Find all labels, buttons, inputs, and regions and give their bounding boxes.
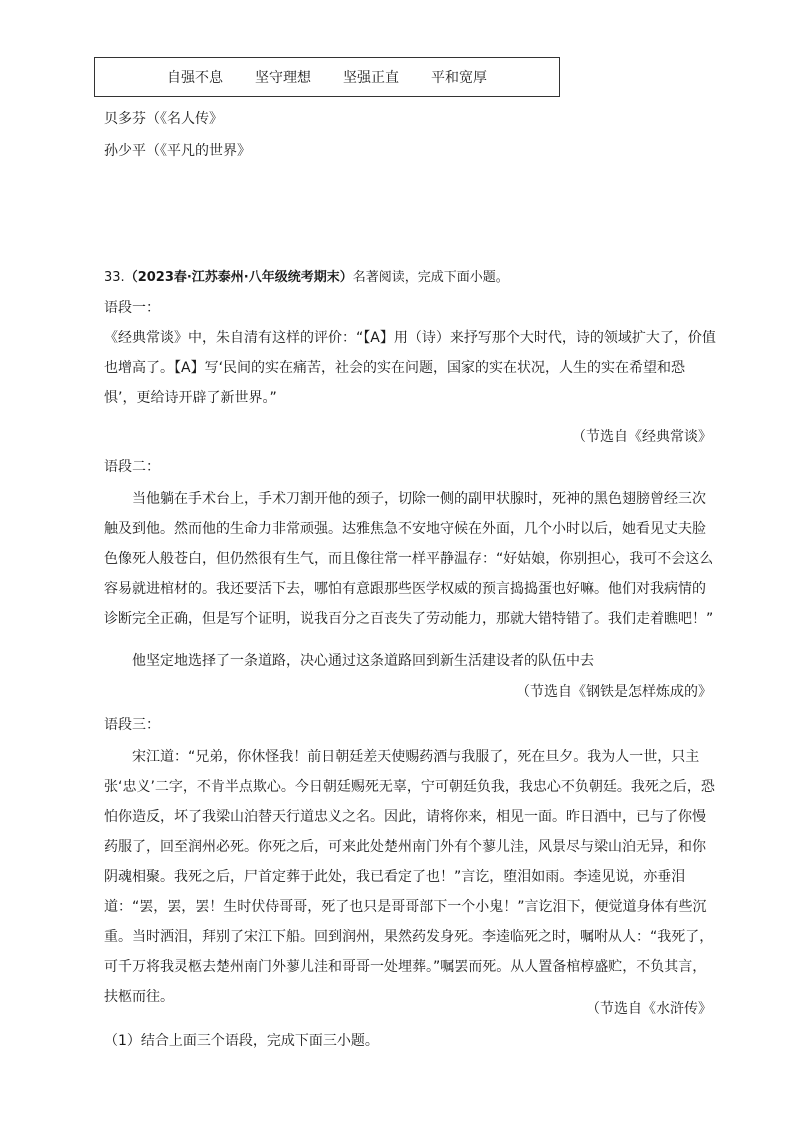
passage3-label: 语段三： bbox=[104, 717, 160, 733]
passage2-label: 语段二： bbox=[104, 459, 160, 475]
passage2-text: 当他躺在手术台上，手术刀割开他的颈子，切除一侧的副甲状腺时，死神的黑色翅膀曾经三次触及到他。然而他的生命力非常顽强。达雅焦急不安地守候在外面，几个小时以后，她看见丈夫脸色像死人般苍白，但仍然很有生气，而且像往常一样平静温存：“好姑娘，你别担心，我可不会这么容易就进棺材的。我还要活下去，哪怕有意跟那些医学权威的预言捣捣蛋也好嘛。他们对我病情的诊断完全正确，但是写个证明，说我百分之百丧失了劳动能力，那就大错特错了。我们走着瞧吧！” bbox=[104, 491, 714, 627]
passage1-text: 《经典常谈》中，朱自清有这样的评价：“【A】用（诗）来抒写那个大时代，诗的领域扩大了，价值也增高了。【A】写‘民间的实在痛苦，社会的实在问题，国家的实在状况，人生的实在希望和恐惧’，更给诗开辟了新世界。” bbox=[104, 330, 716, 406]
question-number: 33. bbox=[104, 270, 125, 285]
passage2-source: （节选自《钢铁是怎样炼成的》 bbox=[516, 684, 712, 700]
passage3-text: 宋江道：“兄弟，你休怪我！前日朝廷差天使赐药酒与我服了，死在旦夕。我为人一世，只主张‘忠义’二字，不肯半点欺心。今日朝廷赐死无辜，宁可朝廷负我，我忠心不负朝廷。我死之后，恐怕你造反，坏了我梁山泊替天行道忠义之名。因此，请将你来，相见一面。昨日酒中，已与了你慢药服了，回至润州必死。你死之后，可来此处楚州南门外有个蓼儿洼，风景尽与梁山泊无异，和你阴魂相聚。我死之后，尸首定葬于此处，我已看定了也！”言讫，堕泪如雨。李逵见说，亦垂泪道：“罢，罢，罢！生时伏侍哥哥，死了也只是哥哥部下一个小鬼！”言讫泪下，便觉道身体有些沉重。当时洒泪，拜别了宋江下船。回到润州，果然药发身死。李逵临死之时，嘱咐从人：“我死了，可千万将我灵柩去楚州南门外蓼儿洼和哥哥一处埋葬。”嘱罢而死。从人置备棺椁盛贮，不负其言，扶柩而往。 bbox=[104, 749, 715, 1005]
passage3-source: （节选自《水浒传》 bbox=[586, 1001, 712, 1017]
question-prompt: 名著阅读，完成下面小题。 bbox=[352, 270, 509, 285]
options-box bbox=[94, 57, 560, 97]
option-item: 坚强正直 bbox=[343, 70, 399, 86]
option-item: 平和宽厚 bbox=[431, 70, 487, 86]
question-source-tag: （2023春·江苏泰州·八年级统考期末） bbox=[124, 270, 353, 285]
passage2-text2: 他坚定地选择了一条道路，决心通过这条道路回到新生活建设者的队伍中去 bbox=[132, 653, 594, 669]
answer-line-beethoven: 贝多芬（《名人传》 bbox=[104, 111, 223, 127]
answer-line-sunshaoping: 孙少平（《平凡的世界》 bbox=[104, 143, 251, 159]
option-item: 坚守理想 bbox=[255, 70, 311, 86]
option-item: 自强不息 bbox=[167, 70, 223, 86]
subquestion-text: （1）结合上面三个语段，完成下面三小题。 bbox=[104, 1033, 379, 1049]
passage1-label: 语段一： bbox=[104, 300, 160, 316]
passage1-source: （节选自《经典常谈》 bbox=[572, 429, 712, 445]
question-header bbox=[104, 266, 509, 285]
